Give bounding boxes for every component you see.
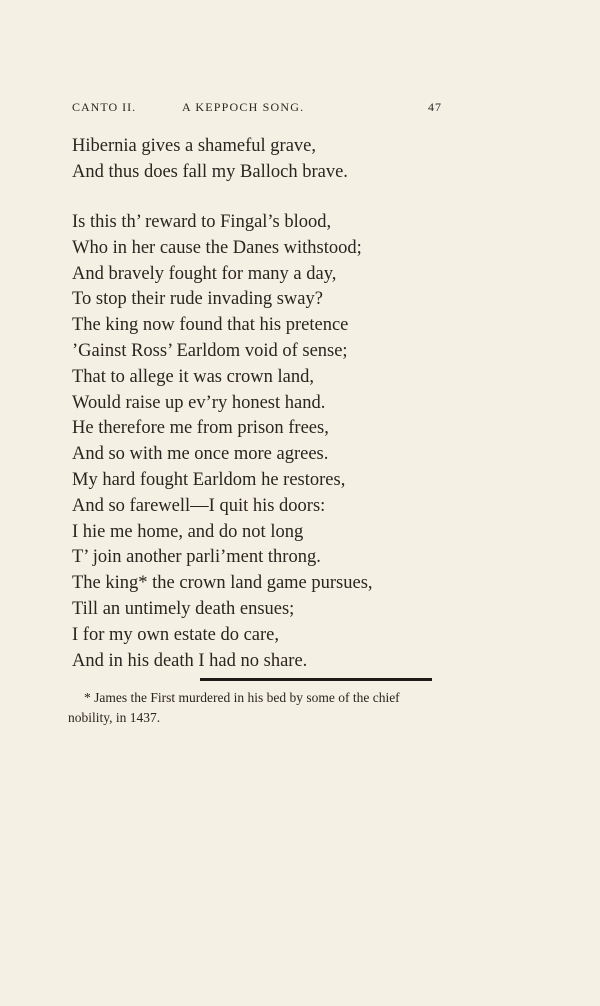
verse-line: I hie me home, and do not long (72, 521, 304, 542)
verse-line: And bravely fought for many a day, (72, 263, 337, 284)
footnote (68, 688, 438, 728)
verse-line: And thus does fall my Balloch brave. (72, 161, 348, 182)
canto-label: CANTO II. (72, 100, 137, 114)
running-head (72, 100, 442, 116)
page-title: A KEPPOCH SONG. (182, 100, 305, 114)
verse-line: Who in her cause the Danes withstood; (72, 237, 362, 258)
verse-line: And so with me once more agrees. (72, 444, 329, 465)
stanza-1 (72, 134, 452, 186)
verse-line: The king* the crown land game pursues, (72, 573, 373, 594)
verse-line: T’ join another parli’ment throng. (72, 547, 321, 568)
verse-line: To stop their rude invading sway? (72, 289, 323, 310)
page-number: 47 (428, 100, 442, 114)
verse-line: And in his death I had no share. (72, 650, 308, 671)
verse-line: Would raise up ev’ry honest hand. (72, 392, 326, 413)
verse-line: Till an untimely death ensues; (72, 598, 295, 619)
footnote-rule (200, 678, 432, 681)
verse-line: Is this th’ reward to Fingal’s blood, (72, 212, 332, 232)
verse-line: My hard fought Earldom he restores, (72, 469, 346, 490)
verse-line: The king now found that his pretence (72, 315, 349, 336)
verse-line: He therefore me from prison frees, (72, 418, 329, 439)
footnote-line-1: * James the First murdered in his bed by some of the chief (84, 690, 400, 705)
stanza-2 (72, 210, 452, 674)
verse-line: And so farewell—I quit his doors: (72, 495, 326, 516)
verse-line: Hibernia gives a shameful grave, (72, 136, 317, 156)
verse-line: I for my own estate do care, (72, 624, 280, 645)
verse-line: ’Gainst Ross’ Earldom void of sense; (72, 340, 348, 361)
footnote-line-2: nobility, in 1437. (68, 710, 161, 725)
verse-line: That to allege it was crown land, (72, 366, 314, 387)
